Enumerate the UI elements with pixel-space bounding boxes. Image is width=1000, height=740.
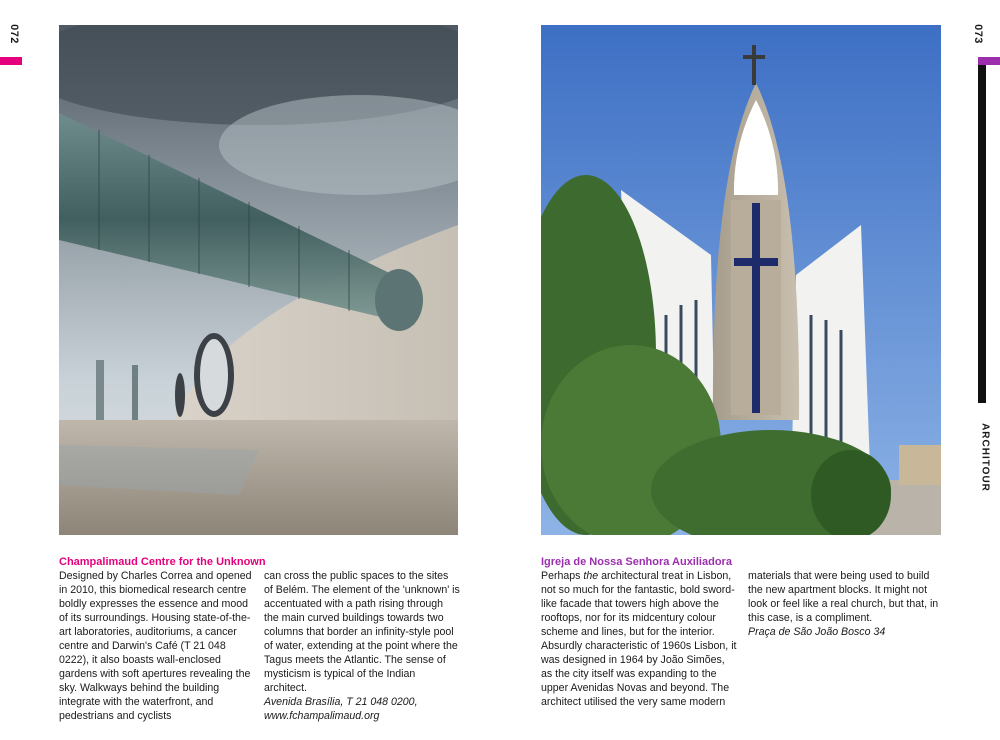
article-igreja [541,555,941,715]
church-photo-icon [541,25,941,535]
address: Praça de São João Bosco 34 [748,626,886,638]
article-column-1 [541,569,737,709]
address: Avenida Brasília, T 21 048 0200, [264,696,418,708]
article-body [541,569,737,709]
article-champalimaud [59,555,460,722]
section-label: ARCHITOUR [979,423,991,492]
article-column-1 [59,569,255,723]
article-body-rest: architectural treat in Lisbon, not so much for the fantastic, bold sword-like facade that towers high above the rooftops, nor for its midcentury colour scheme and lines, but for the interior. Absurdly characteristic of 1960s Lisbon, it was designed in 1964 by João Simões, as the city itself was expanding to the upper Avenidas Novas and beyond. The architect utilised the very same modern [541,570,737,708]
article-column-2 [264,569,460,723]
article-body: materials that were being used to build the new apartment blocks. It might not look or feel like a real church, but that, in this case, is a compliment. [748,570,939,624]
champalimaud-photo [59,25,458,535]
building-photo-icon [59,25,458,535]
section-tab-left [0,57,22,65]
article-body: Designed by Charles Correa and opened in 2010, this biomedical research centre boldly expresses the essence and mood of its surroundings. Housing state-of-the-art laboratories, auditoriums, a cancer centre and Darwin's Café (T 21 048 0222), it also boasts wall-enclosed gardens with soft apertures revealing the sky. Walkways behind the building integrate with the waterfront, and pedestrians and cyclists [59,570,252,722]
article-body-start: Perhaps [541,570,584,582]
emphasis: the [583,570,599,582]
article-title: Igreja de Nossa Senhora Auxiliadora [541,556,732,568]
article-body: can cross the public spaces to the sites of Belém. The element of the 'unknown' is accentuated with a path rising through the main curved buildings towards two columns that border an infinity-style pool of water, extending at the point where the Tagus meets the Atlantic. The sense of mysticism is typical of the Indian architect. [264,570,460,694]
article-column-2 [748,569,944,639]
page-number-right: 073 [971,24,984,44]
page-number-left: 072 [7,24,20,44]
section-bar [978,65,986,403]
section-tab-right [978,57,1000,65]
article-title: Champalimaud Centre for the Unknown [59,556,266,568]
website-link[interactable]: www.fchampalimaud.org [264,710,380,722]
church-photo [541,25,941,535]
